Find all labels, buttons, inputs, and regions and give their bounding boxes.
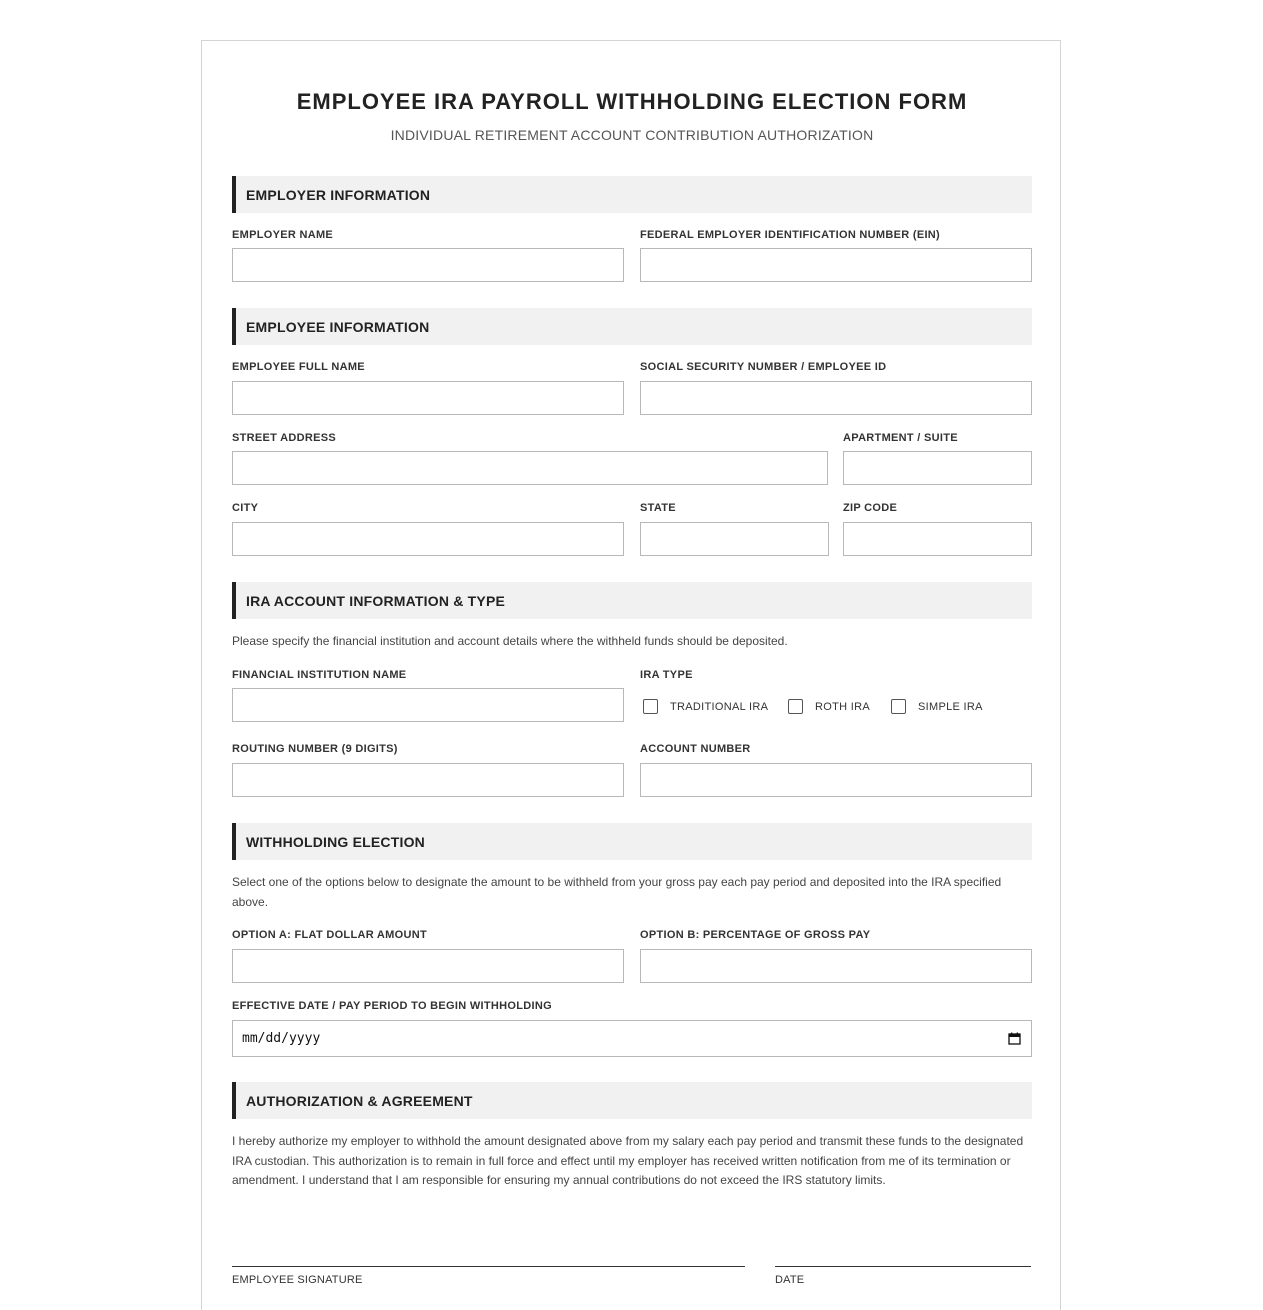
street-address-input[interactable] (232, 451, 828, 485)
form-page (201, 40, 1061, 1310)
simple-ira-checkbox[interactable] (891, 699, 906, 714)
date-placeholder: mm/dd/yyyy (242, 1031, 321, 1046)
section-heading: EMPLOYEE INFORMATION (246, 319, 430, 335)
employer-name-label: EMPLOYER NAME (232, 229, 334, 241)
section-withholding-election (232, 823, 1032, 860)
traditional-ira-checkbox[interactable] (643, 699, 658, 714)
routing-number-label: ROUTING NUMBER (9 DIGITS) (232, 743, 398, 755)
ein-input[interactable] (640, 248, 1032, 282)
employee-full-name-label: EMPLOYEE FULL NAME (232, 361, 365, 373)
financial-institution-input[interactable] (232, 688, 624, 722)
roth-ira-label: ROTH IRA (815, 701, 870, 713)
city-label: CITY (232, 502, 259, 514)
option-b-label: OPTION B: PERCENTAGE OF GROSS PAY (640, 929, 871, 941)
section-authorization (232, 1082, 1032, 1119)
section-heading: IRA ACCOUNT INFORMATION & TYPE (246, 593, 506, 609)
effective-date-label: EFFECTIVE DATE / PAY PERIOD TO BEGIN WITHHOLDING (232, 1000, 552, 1012)
routing-number-input[interactable] (232, 763, 624, 797)
ira-note: Please specify the financial institution and account details where the withheld funds should be deposited. (232, 634, 788, 648)
ein-label: FEDERAL EMPLOYER IDENTIFICATION NUMBER (EIN) (640, 229, 941, 241)
withholding-note: Select one of the options below to designate the amount to be withheld from your gross pay each pay period and deposited into the IRA specified above. (232, 875, 1002, 909)
simple-ira-label: SIMPLE IRA (918, 701, 983, 713)
option-a-label: OPTION A: FLAT DOLLAR AMOUNT (232, 929, 427, 941)
calendar-icon[interactable] (1008, 1032, 1021, 1045)
state-label: STATE (640, 502, 676, 514)
traditional-ira-label: TRADITIONAL IRA (670, 701, 769, 713)
section-employer-information (232, 176, 1032, 213)
city-input[interactable] (232, 522, 624, 556)
date-line[interactable] (775, 1266, 1031, 1267)
section-heading: WITHHOLDING ELECTION (246, 834, 425, 850)
employee-signature-label: EMPLOYEE SIGNATURE (232, 1274, 363, 1286)
apartment-suite-label: APARTMENT / SUITE (843, 432, 958, 444)
percentage-gross-pay-input[interactable] (640, 949, 1032, 983)
form-subtitle: INDIVIDUAL RETIREMENT ACCOUNT CONTRIBUTION AUTHORIZATION (390, 127, 874, 143)
form-title: EMPLOYEE IRA PAYROLL WITHHOLDING ELECTION FORM (296, 89, 968, 114)
employer-name-input[interactable] (232, 248, 624, 282)
state-input[interactable] (640, 522, 829, 556)
signature-date-label: DATE (775, 1274, 805, 1286)
flat-dollar-amount-input[interactable] (232, 949, 624, 983)
account-number-label: ACCOUNT NUMBER (640, 743, 751, 755)
roth-ira-checkbox[interactable] (788, 699, 803, 714)
section-ira-account (232, 582, 1032, 619)
section-heading: EMPLOYER INFORMATION (246, 187, 431, 203)
street-address-label: STREET ADDRESS (232, 432, 337, 444)
section-heading: AUTHORIZATION & AGREEMENT (246, 1093, 473, 1109)
zip-code-label: ZIP CODE (843, 502, 898, 514)
ira-type-label: IRA TYPE (640, 669, 693, 681)
ssn-input[interactable] (640, 381, 1032, 415)
authorization-text: I hereby authorize my employer to withhold the amount designated above from my salary each pay period and transmit these funds to the designated IRA custodian. This authorization is to remain in full force and effect until my employer has received written notification from me of its termination or amendment. I understand that I am responsible for ensuring my annual contributions do not exceed the IRS statutory limits. (232, 1134, 1024, 1187)
effective-date-input[interactable] (232, 1020, 1032, 1057)
signature-line[interactable] (232, 1266, 745, 1267)
ssn-label: SOCIAL SECURITY NUMBER / EMPLOYEE ID (640, 361, 887, 373)
employee-full-name-input[interactable] (232, 381, 624, 415)
financial-institution-label: FINANCIAL INSTITUTION NAME (232, 669, 407, 681)
account-number-input[interactable] (640, 763, 1032, 797)
section-employee-information (232, 308, 1032, 345)
apartment-suite-input[interactable] (843, 451, 1032, 485)
zip-code-input[interactable] (843, 522, 1032, 556)
